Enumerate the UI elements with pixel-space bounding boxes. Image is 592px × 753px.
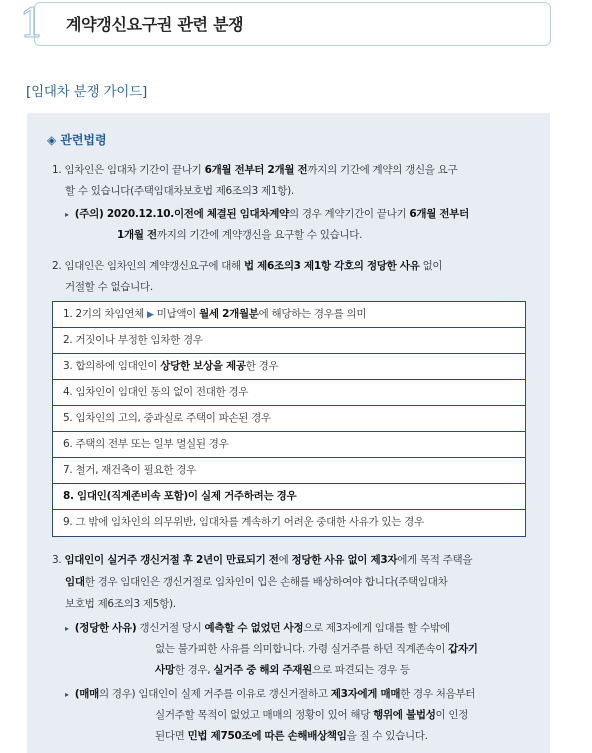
text: 한 경우 (245, 360, 279, 372)
table-row: 5. 임차인의 고의, 중과실로 주택이 파손된 경우 (53, 406, 525, 432)
text-bold: 예측할 수 없었던 사정 (204, 622, 304, 634)
text-bold: 8. 임대인(직계존비속 포함)이 실제 거주하려는 경우 (63, 490, 297, 502)
text-bold: 6개월 전부터 (409, 208, 469, 220)
text-bold: 민법 제750조에 따른 손해배상책임 (187, 730, 347, 742)
text: 실거주할 목적이 없었고 매매의 정황이 있어 해당 (155, 709, 374, 721)
text-bold: 1개월 전 (117, 229, 157, 241)
text: 으로 파견되는 경우 등 (312, 664, 410, 676)
text: 의 경우) 임대인이 실제 거주를 이유로 갱신거절하고 (98, 688, 331, 700)
item3-sub2-line1 (65, 684, 475, 705)
item1-line2: 할 수 있습니다(주택임대차보호법 제6조의3 제1항). (65, 185, 294, 197)
text-bold: 6개월 전부터 2개월 전 (204, 164, 308, 176)
item1-note-line2 (117, 225, 362, 246)
text: 한 경우 처음부터 (400, 688, 476, 700)
text: 에 (278, 554, 292, 566)
item1-note-line1 (65, 204, 469, 225)
item3-sub2-line3 (155, 726, 428, 747)
text: 3. (52, 554, 65, 566)
text-bold: (매매 (74, 688, 99, 700)
text: 1. 2기의 차임연체 (63, 308, 147, 320)
text: 까지의 기간에 계약의 갱신을 요구 (307, 164, 458, 176)
text: 2. 임대인은 임차인의 계약갱신요구에 대해 (52, 260, 244, 272)
text: 까지의 기간에 계약갱신을 요구할 수 있습니다. (156, 229, 363, 241)
item3-sub2-line2 (155, 705, 468, 726)
text: 갱신거절 당시 (136, 622, 205, 634)
text: 의 경우 계약기간이 끝나기 (288, 208, 410, 220)
text-bold: 임대인이 실거주 갱신거절 후 2년이 만료되기 전 (64, 554, 279, 566)
item3-sub1-line2 (155, 639, 478, 660)
text: 1. 임차인은 임대차 기간이 끝나기 (52, 164, 205, 176)
text-bold: 행위에 불법성 (373, 709, 436, 721)
table-row (53, 302, 525, 328)
text-bold: 월세 2개월분 (199, 308, 259, 320)
text-bold: (주의) 2020.12.10.이전에 체결된 임대차계약 (74, 208, 289, 220)
text-bold: 사망 (155, 664, 175, 676)
arrow-icon: ▸ (65, 210, 69, 219)
text-bold: 상당한 보상을 제공 (160, 360, 246, 372)
text: 에게 목적 주택을 (397, 554, 473, 566)
item3-sub1-line3 (155, 660, 410, 681)
law-heading-text: 관련법령 (60, 133, 107, 147)
diamond-icon: ◈ (47, 133, 57, 147)
text-bold: 제3자에게 매매 (330, 688, 401, 700)
item2-line1 (52, 256, 442, 277)
arrow-icon: ▸ (65, 624, 69, 633)
text-bold: 실거주 중 해외 주재원 (213, 664, 312, 676)
text: 에 해당하는 경우를 의미 (258, 308, 367, 320)
table-row: 2. 거짓이나 부정한 임차한 경우 (53, 328, 525, 354)
section-tag: [임대차 분쟁 가이드] (26, 84, 148, 100)
page-title: 계약갱신요구권 관련 분쟁 (66, 15, 244, 34)
text: 3. 합의하에 임대인이 (63, 360, 161, 372)
table-row: 7. 철거, 재건축이 필요한 경우 (53, 458, 525, 484)
item3-line3: 보호법 제6조의3 제5항). (65, 598, 176, 610)
arrow-icon: ▸ (65, 690, 69, 699)
text-bold: 정당한 사유 없이 제3자 (291, 554, 398, 566)
section-header (14, 2, 551, 46)
text: 한 경우 임대인은 갱신거절로 임차인이 입은 손해를 배상하여야 합니다(주택임대차 (84, 576, 448, 588)
text: 없이 (419, 260, 443, 272)
text-bold: 갑자기 (448, 643, 478, 655)
text-bold: 임대 (65, 576, 85, 588)
reasons-table (52, 301, 526, 537)
item1-line1 (52, 160, 457, 181)
text: 된다면 (155, 730, 188, 742)
section-number: 1 (19, 1, 45, 47)
item2-line2: 거절할 수 없습니다. (65, 281, 153, 293)
text: 으로 제3자에게 임대를 할 수밖에 (303, 622, 450, 634)
table-row: 6. 주택의 전부 또는 일부 멸실된 경우 (53, 432, 525, 458)
triangle-icon: ▶ (146, 310, 154, 320)
item3-sub1-line1 (65, 618, 450, 639)
item3-line1 (52, 550, 472, 571)
text: 이 인정 (435, 709, 469, 721)
law-heading (47, 131, 107, 148)
text: 을 질 수 있습니다. (346, 730, 428, 742)
table-row: 9. 그 밖에 임차인의 의무위반, 임대차를 계속하기 어려운 중대한 사유가 있는 경우 (63, 516, 424, 528)
table-row: 4. 임차인이 임대인 동의 없이 전대한 경우 (53, 380, 525, 406)
text-bold: (정당한 사유) (74, 622, 137, 634)
table-row (53, 484, 525, 510)
text-bold: 법 제6조의3 제1항 각호의 정당한 사유 (243, 260, 420, 272)
text: 없는 불가피한 사유를 의미합니다. 가령 실거주를 하던 직계존속이 (155, 643, 449, 655)
table-row (53, 354, 525, 380)
text: 한 경우, (174, 664, 214, 676)
text: 미납액이 (153, 308, 200, 320)
item3-line2 (65, 572, 447, 593)
